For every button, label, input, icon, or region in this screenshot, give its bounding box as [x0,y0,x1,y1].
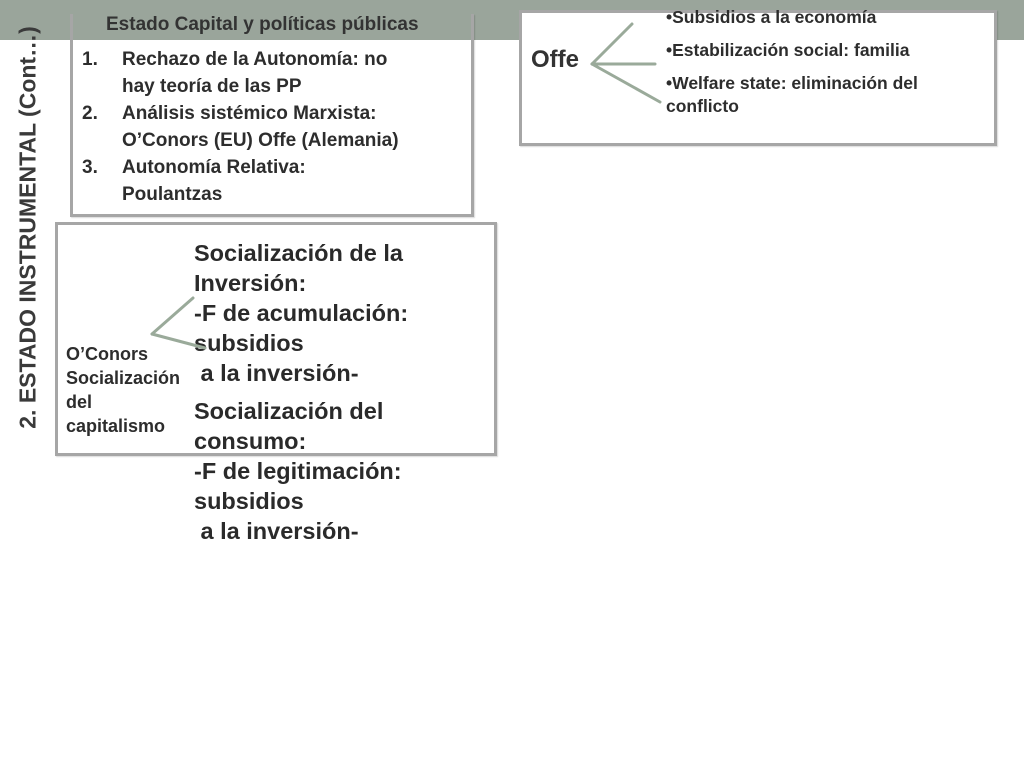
list-item-line: Análisis sistémico Marxista: [122,103,377,124]
estado-capital-title: Estado Capital y políticas públicas [106,14,419,35]
detail-line: Socialización de la [194,240,403,266]
list-item [82,100,472,154]
offe-item: •Estabilización social: familia [666,40,910,60]
socializacion-consumo-block [194,396,494,546]
list-item-line: hay teoría de las PP [122,76,302,97]
detail-line: a la inversión- [194,518,359,544]
detail-line: subsidios [194,330,304,356]
list-item-line: O’Conors (EU) Offe (Alemania) [122,130,399,151]
socializacion-inversion-block [194,238,494,388]
estado-capital-list [82,46,472,208]
oconors-label-line: capitalismo [66,416,166,436]
offe-label: Offe [531,46,579,73]
detail-line: Inversión: [194,270,307,296]
detail-line: a la inversión- [194,360,359,386]
detail-line: -F de legitimación: [194,458,402,484]
offe-item: •Welfare state: eliminación del conflicto [666,73,918,116]
offe-items [666,6,988,128]
detail-line: Socialización del [194,398,384,424]
oconors-label-line: del [66,392,93,412]
detail-line: subsidios [194,488,304,514]
vertical-title [4,0,52,455]
oconors-label-line: O’Conors [66,344,149,364]
offe-item: •Subsidios a la economía [666,7,877,27]
list-item-line: Rechazo de la Autonomía: no [122,49,388,70]
list-item-number: 2. [82,103,98,124]
detail-line: -F de acumulación: [194,300,409,326]
list-item-line: Poulantzas [122,184,223,205]
oconors-details [194,238,494,554]
vertical-title-text: 2. ESTADO INSTRUMENTAL (Cont…) [14,26,41,429]
list-item-line: Autonomía Relativa: [122,157,306,178]
list-item-number: 3. [82,157,98,178]
detail-line: consumo: [194,428,307,454]
list-item [82,46,472,100]
oconors-label-line: Socialización [66,368,181,388]
list-item-number: 1. [82,49,98,70]
list-item [82,154,472,208]
